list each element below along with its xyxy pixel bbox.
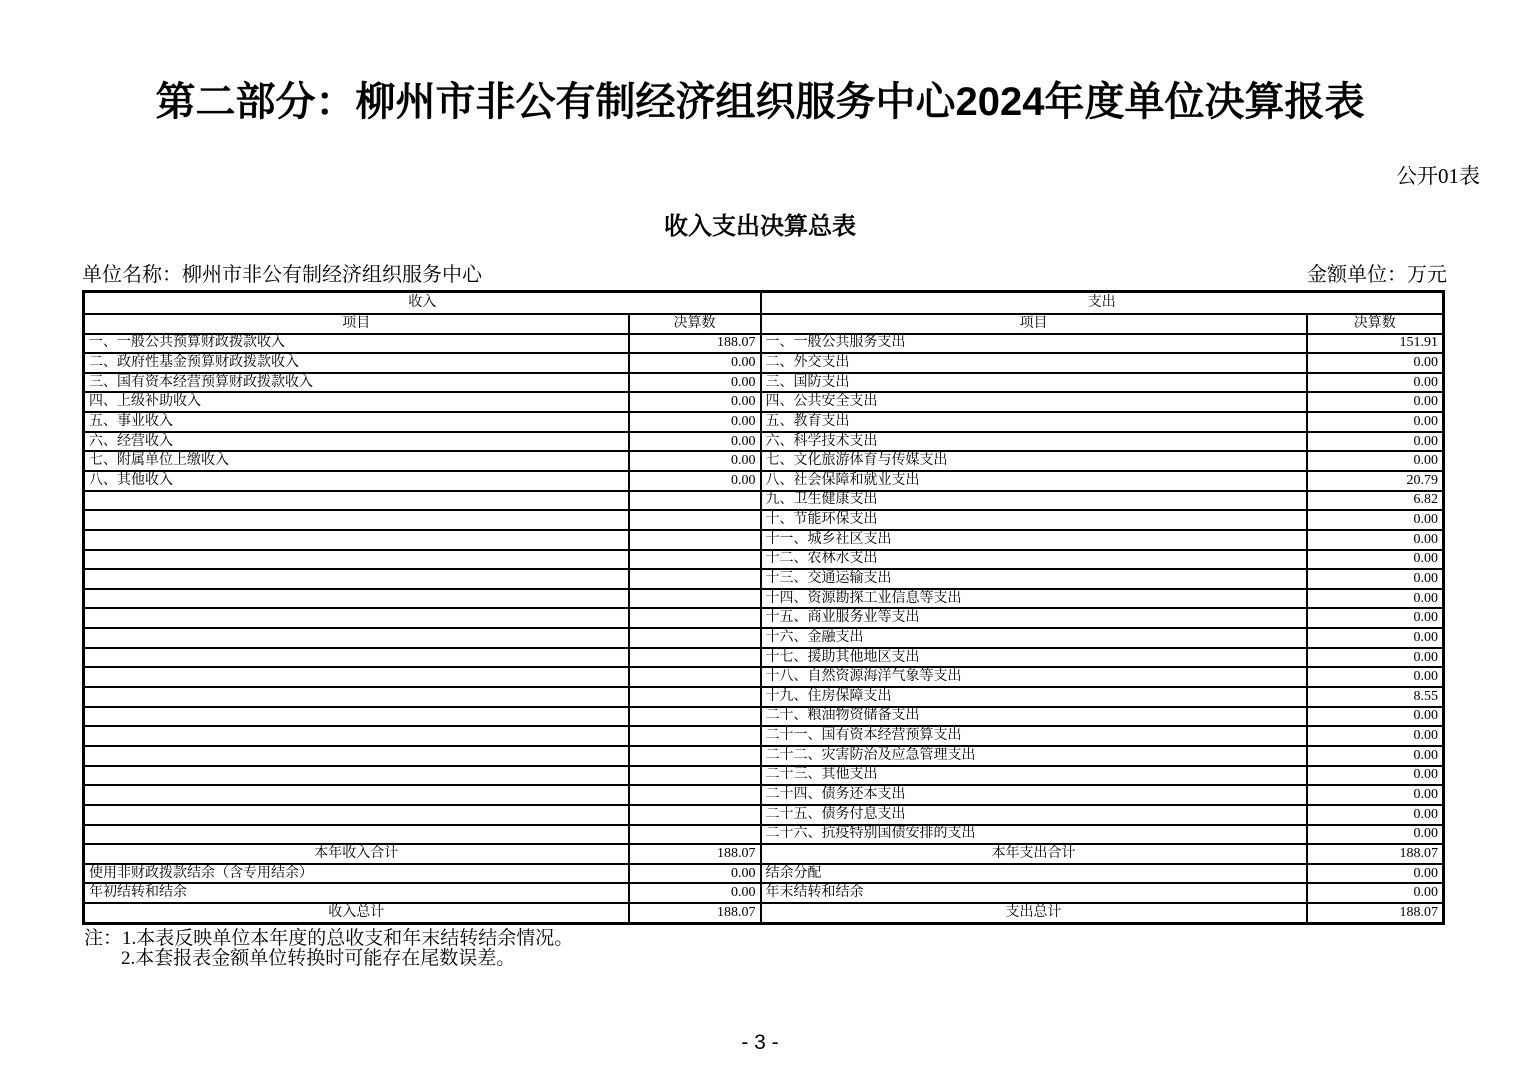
income-item-cell	[84, 805, 629, 825]
column-header-row	[84, 314, 1444, 334]
expense-amount-cell: 0.00	[1307, 864, 1444, 884]
expense-item-cell: 本年支出合计	[761, 844, 1307, 864]
income-amount-cell	[629, 648, 761, 668]
summary-table	[82, 290, 1445, 925]
income-amount-cell: 0.00	[629, 432, 761, 452]
income-item-cell	[84, 491, 629, 511]
notes	[84, 929, 573, 969]
note-line: 2.本套报表金额单位转换时可能存在尾数误差。	[121, 948, 516, 969]
expense-item-cell: 二十二、灾害防治及应急管理支出	[761, 746, 1307, 766]
table-row	[84, 530, 1444, 550]
income-amount-cell: 0.00	[629, 412, 761, 432]
income-amount-header: 决算数	[629, 314, 761, 334]
income-section-header: 收入	[84, 292, 761, 314]
income-item-cell: 年初结转和结余	[84, 883, 629, 903]
income-item-cell	[84, 746, 629, 766]
income-amount-cell	[629, 608, 761, 628]
expense-item-cell: 四、公共安全支出	[761, 392, 1307, 412]
income-item-cell	[84, 628, 629, 648]
table-row	[84, 353, 1444, 373]
income-amount-cell: 188.07	[629, 844, 761, 864]
income-amount-cell: 0.00	[629, 471, 761, 491]
expense-item-cell: 二十一、国有资本经营预算支出	[761, 726, 1307, 746]
expense-amount-cell: 0.00	[1307, 825, 1444, 845]
expense-item-cell: 六、科学技术支出	[761, 432, 1307, 452]
income-item-cell	[84, 648, 629, 668]
expense-amount-cell: 0.00	[1307, 648, 1444, 668]
expense-amount-cell: 0.00	[1307, 353, 1444, 373]
income-item-cell	[84, 550, 629, 570]
income-amount-cell	[629, 726, 761, 746]
expense-amount-cell: 0.00	[1307, 432, 1444, 452]
expense-amount-cell: 20.79	[1307, 471, 1444, 491]
income-amount-cell	[629, 785, 761, 805]
unit-name: 单位名称：柳州市非公有制经济组织服务中心	[82, 264, 482, 286]
income-item-cell	[84, 707, 629, 727]
expense-item-cell: 十六、金融支出	[761, 628, 1307, 648]
expense-amount-cell: 0.00	[1307, 628, 1444, 648]
income-item-cell	[84, 569, 629, 589]
expense-item-cell: 三、国防支出	[761, 373, 1307, 393]
income-amount-cell	[629, 707, 761, 727]
income-item-cell	[84, 766, 629, 786]
income-item-cell	[84, 687, 629, 707]
income-item-cell	[84, 589, 629, 609]
income-amount-cell	[629, 687, 761, 707]
income-item-cell	[84, 530, 629, 550]
table-row	[84, 825, 1444, 845]
expense-item-cell: 七、文化旅游体育与传媒支出	[761, 451, 1307, 471]
income-item-cell: 二、政府性基金预算财政拨款收入	[84, 353, 629, 373]
income-item-cell: 本年收入合计	[84, 844, 629, 864]
expense-amount-cell: 0.00	[1307, 785, 1444, 805]
page-number: - 3 -	[741, 1031, 779, 1054]
table-row	[84, 687, 1444, 707]
income-amount-cell: 0.00	[629, 864, 761, 884]
income-amount-cell	[629, 805, 761, 825]
income-amount-cell	[629, 569, 761, 589]
income-amount-cell: 0.00	[629, 451, 761, 471]
income-amount-cell	[629, 510, 761, 530]
expense-amount-cell: 0.00	[1307, 451, 1444, 471]
expense-amount-cell: 0.00	[1307, 883, 1444, 903]
expense-item-cell: 支出总计	[761, 903, 1307, 923]
meta-row	[82, 258, 1447, 287]
table-row	[84, 726, 1444, 746]
table-row	[84, 746, 1444, 766]
expense-item-cell: 十九、住房保障支出	[761, 687, 1307, 707]
expense-item-cell: 十四、资源勘探工业信息等支出	[761, 589, 1307, 609]
income-amount-cell: 188.07	[629, 334, 761, 354]
expense-section-header: 支出	[761, 292, 1444, 314]
table-row	[84, 883, 1444, 903]
expense-amount-cell: 188.07	[1307, 844, 1444, 864]
table-row	[84, 864, 1444, 884]
income-amount-cell: 0.00	[629, 353, 761, 373]
table-row	[84, 667, 1444, 687]
table-row	[84, 903, 1444, 923]
income-amount-cell: 0.00	[629, 373, 761, 393]
income-item-cell: 六、经营收入	[84, 432, 629, 452]
table-row	[84, 510, 1444, 530]
table-row	[84, 491, 1444, 511]
expense-amount-cell: 0.00	[1307, 550, 1444, 570]
income-item-header: 项目	[84, 314, 629, 334]
expense-item-cell: 二十六、抗疫特别国债安排的支出	[761, 825, 1307, 845]
income-amount-cell	[629, 530, 761, 550]
table-row	[84, 471, 1444, 491]
income-amount-cell	[629, 667, 761, 687]
expense-item-cell: 八、社会保障和就业支出	[761, 471, 1307, 491]
expense-amount-header: 决算数	[1307, 314, 1444, 334]
expense-item-cell: 十五、商业服务业等支出	[761, 608, 1307, 628]
table-row	[84, 648, 1444, 668]
expense-item-cell: 二十三、其他支出	[761, 766, 1307, 786]
expense-amount-cell: 0.00	[1307, 667, 1444, 687]
expense-amount-cell: 0.00	[1307, 373, 1444, 393]
expense-amount-cell: 0.00	[1307, 707, 1444, 727]
income-item-cell: 四、上级补助收入	[84, 392, 629, 412]
income-item-cell	[84, 726, 629, 746]
table-row	[84, 707, 1444, 727]
table-row	[84, 628, 1444, 648]
expense-amount-cell: 8.55	[1307, 687, 1444, 707]
income-item-cell	[84, 785, 629, 805]
expense-item-cell: 二、外交支出	[761, 353, 1307, 373]
income-amount-cell	[629, 825, 761, 845]
expense-item-cell: 十三、交通运输支出	[761, 569, 1307, 589]
income-amount-cell: 0.00	[629, 392, 761, 412]
income-amount-cell	[629, 550, 761, 570]
income-item-cell: 一、一般公共预算财政拨款收入	[84, 334, 629, 354]
expense-item-cell: 十七、援助其他地区支出	[761, 648, 1307, 668]
income-amount-cell	[629, 589, 761, 609]
income-amount-cell	[629, 628, 761, 648]
table-row	[84, 451, 1444, 471]
expense-amount-cell: 0.00	[1307, 608, 1444, 628]
expense-amount-cell: 0.00	[1307, 746, 1444, 766]
expense-amount-cell: 6.82	[1307, 491, 1444, 511]
income-item-cell	[84, 667, 629, 687]
page-title: 第二部分：柳州市非公有制经济组织服务中心2024年度单位决算报表	[155, 80, 1365, 124]
section-header-row	[84, 292, 1444, 314]
income-amount-cell: 0.00	[629, 883, 761, 903]
income-item-cell	[84, 825, 629, 845]
income-item-cell	[84, 510, 629, 530]
expense-amount-cell: 151.91	[1307, 334, 1444, 354]
expense-item-cell: 二十五、债务付息支出	[761, 805, 1307, 825]
table-row	[84, 805, 1444, 825]
table-row	[84, 334, 1444, 354]
expense-amount-cell: 0.00	[1307, 510, 1444, 530]
income-item-cell: 使用非财政拨款结余（含专用结余）	[84, 864, 629, 884]
expense-item-cell: 一、一般公共服务支出	[761, 334, 1307, 354]
expense-amount-cell: 0.00	[1307, 726, 1444, 746]
expense-amount-cell: 0.00	[1307, 569, 1444, 589]
note-line: 注：1.本表反映单位本年度的总收支和年末结转结余情况。	[84, 928, 574, 949]
income-item-cell: 八、其他收入	[84, 471, 629, 491]
expense-amount-cell: 0.00	[1307, 805, 1444, 825]
expense-item-header: 项目	[761, 314, 1307, 334]
expense-item-cell: 十八、自然资源海洋气象等支出	[761, 667, 1307, 687]
expense-amount-cell: 0.00	[1307, 589, 1444, 609]
expense-item-cell: 年末结转和结余	[761, 883, 1307, 903]
expense-item-cell: 十、节能环保支出	[761, 510, 1307, 530]
table-row	[84, 373, 1444, 393]
income-amount-cell	[629, 766, 761, 786]
table-row	[84, 392, 1444, 412]
expense-amount-cell: 0.00	[1307, 392, 1444, 412]
expense-item-cell: 五、教育支出	[761, 412, 1307, 432]
expense-item-cell: 十一、城乡社区支出	[761, 530, 1307, 550]
table-row	[84, 550, 1444, 570]
table-row	[84, 432, 1444, 452]
expense-item-cell: 十二、农林水支出	[761, 550, 1307, 570]
expense-item-cell: 二十、粮油物资储备支出	[761, 707, 1307, 727]
income-item-cell: 五、事业收入	[84, 412, 629, 432]
income-item-cell: 七、附属单位上缴收入	[84, 451, 629, 471]
table-row	[84, 569, 1444, 589]
expense-amount-cell: 0.00	[1307, 530, 1444, 550]
income-item-cell: 三、国有资本经营预算财政拨款收入	[84, 373, 629, 393]
table-row	[84, 589, 1444, 609]
table-row	[84, 412, 1444, 432]
income-item-cell	[84, 608, 629, 628]
amount-unit: 金额单位：万元	[1307, 264, 1447, 286]
income-amount-cell	[629, 746, 761, 766]
table-row	[84, 766, 1444, 786]
income-item-cell: 收入总计	[84, 903, 629, 923]
expense-item-cell: 结余分配	[761, 864, 1307, 884]
expense-item-cell: 九、卫生健康支出	[761, 491, 1307, 511]
income-amount-cell	[629, 491, 761, 511]
income-amount-cell: 188.07	[629, 903, 761, 923]
table-body	[84, 334, 1444, 924]
table-row	[84, 785, 1444, 805]
report-title: 收入支出决算总表	[664, 213, 856, 240]
table-row	[84, 608, 1444, 628]
table-row	[84, 844, 1444, 864]
expense-amount-cell: 0.00	[1307, 766, 1444, 786]
expense-item-cell: 二十四、债务还本支出	[761, 785, 1307, 805]
expense-amount-cell: 0.00	[1307, 412, 1444, 432]
table-code: 公开01表	[1396, 164, 1480, 188]
expense-amount-cell: 188.07	[1307, 903, 1444, 923]
